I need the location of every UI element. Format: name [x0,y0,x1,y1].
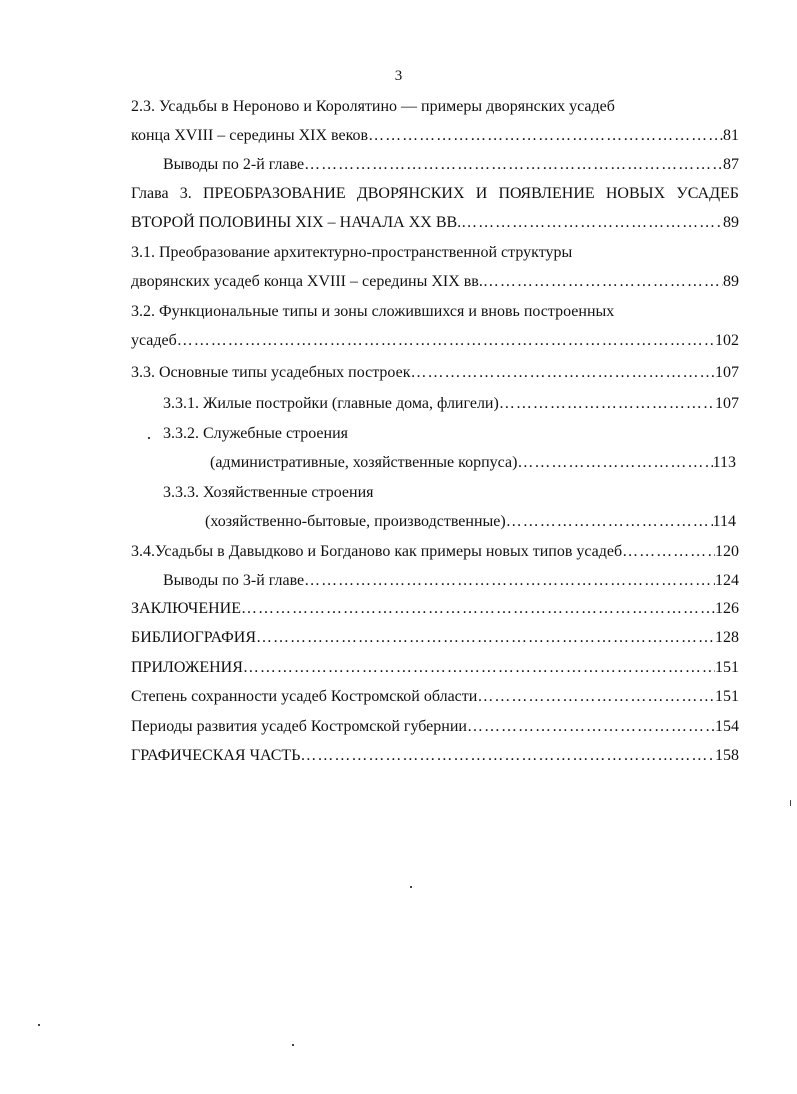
toc-leader-dots [304,154,723,176]
toc-page-number: 113 [712,454,736,471]
scan-speck [410,886,412,888]
toc-entry-text: Глава 3. ПРЕОБРАЗОВАНИЕ ДВОРЯНСКИХ И ПОЯВЛЕНИЕ НОВЫХ УСАДЕБ [131,185,739,202]
toc-page-number: 89 [723,273,739,290]
scan-speck [790,800,791,806]
toc-leader-dots [410,362,715,384]
toc-entry-development-periods[interactable] [131,716,739,738]
toc-entry-2-3-line1 [131,96,691,118]
toc-page-number: 158 [715,747,739,764]
toc-entry-3-3-2-line1 [163,423,563,445]
toc-entry-appendices[interactable] [131,657,739,679]
toc-entry-text: 3.3.1. Жилые постройки (главные дома, флигели) [163,395,499,412]
toc-leader-dots [499,393,715,415]
toc-entry-text: Выводы по 2-й главе [163,156,305,173]
toc-entry-text: 3.3.2. Служебные строения [163,425,349,442]
toc-leader-dots [368,125,723,147]
toc-entry-chapter-3-line2[interactable] [131,212,739,234]
toc-leader-dots [461,212,723,234]
toc-entry-text: Выводы по 3-й главе [163,572,305,589]
toc-entry-text: БИБЛИОГРАФИЯ [131,629,257,646]
toc-entry-text: 3.3. Основные типы усадебных построек [131,364,411,381]
toc-page-number: 126 [715,600,739,617]
toc-entry-3-3[interactable] [131,362,739,384]
toc-leader-dots [243,657,715,679]
scan-speck [148,437,150,439]
toc-entry-3-3-3-line1 [163,482,563,504]
toc-entry-3-3-2-line2[interactable] [210,452,736,474]
toc-page-number: 107 [715,395,739,412]
toc-page-number: 151 [715,659,739,676]
toc-entry-text: ПРИЛОЖЕНИЯ [131,659,243,676]
toc-entry-bibliography[interactable] [131,627,739,649]
toc-entry-text: Периоды развития усадеб Костромской губернии [131,718,467,735]
toc-entry-conclusions-ch2[interactable] [163,154,739,176]
scan-speck [38,1024,40,1026]
toc-entry-text: 3.1. Преобразование архитектурно-пространственной структуры [131,244,573,261]
toc-leader-dots [506,511,713,533]
toc-entry-3-3-1[interactable] [163,393,739,415]
toc-page-number: 151 [715,688,739,705]
toc-entry-text: усадеб [131,332,177,349]
toc-page-number: 89 [723,214,739,231]
toc-entry-text: конца XVIII – середины XIX веков [131,127,369,144]
toc-entry-2-3-line2[interactable] [131,125,739,147]
toc-entry-text: (хозяйственно-бытовые, производственные) [205,513,506,530]
toc-entry-text: ЗАКЛЮЧЕНИЕ [131,600,241,617]
toc-page-number: 154 [715,718,739,735]
toc-leader-dots [256,627,715,649]
toc-page-number: 102 [715,332,739,349]
toc-leader-dots [477,686,715,708]
toc-leader-dots [304,570,715,592]
toc-entry-3-2-line1 [131,301,691,323]
toc-page-number: 114 [712,513,736,530]
toc-entry-conclusion[interactable] [131,598,739,620]
page-number: 3 [394,68,403,84]
toc-entry-text: ВТОРОЙ ПОЛОВИНЫ XIX – НАЧАЛА XX ВВ. [131,214,462,231]
toc-entry-text: 2.3. Усадьбы в Нероново и Королятино — примеры дворянских усадеб [131,98,615,115]
toc-entry-text: 3.4.Усадьбы в Давыдково и Богданово как примеры новых типов усадеб [131,543,623,560]
toc-entry-text: дворянских усадеб конца XVIII – середины XIX вв. [131,273,483,290]
toc-leader-dots [300,745,715,767]
toc-entry-graphic-part[interactable] [131,745,739,767]
toc-page-number: 81 [723,127,739,144]
toc-page-number: 128 [715,629,739,646]
toc-leader-dots [177,330,715,352]
toc-entry-3-1-line1 [131,242,691,264]
toc-leader-dots [467,716,715,738]
toc-page-number: 124 [715,572,739,589]
toc-entry-text: (административные, хозяйственные корпуса) [210,454,518,471]
toc-entry-3-2-line2[interactable] [131,330,739,352]
toc-entry-text: ГРАФИЧЕСКАЯ ЧАСТЬ [131,747,301,764]
scan-speck [292,1044,294,1046]
toc-entry-text: 3.2. Функциональные типы и зоны сложившихся и вновь построенных [131,303,615,320]
toc-entry-chapter-3-line1 [131,183,739,205]
toc-entry-3-4[interactable] [131,541,739,563]
toc-entry-3-3-3-line2[interactable] [205,511,736,533]
toc-entry-text: 3.3.3. Хозяйственные строения [163,484,374,501]
toc-leader-dots [622,541,715,563]
toc-leader-dots [517,452,712,474]
toc-leader-dots [483,271,723,293]
toc-entry-text: Степень сохранности усадеб Костромской области [131,688,478,705]
toc-entry-3-1-line2[interactable] [131,271,739,293]
toc-entry-preservation-degree[interactable] [131,686,739,708]
toc-page-number: 107 [715,364,739,381]
toc-entry-conclusions-ch3[interactable] [163,570,739,592]
toc-page-number: 120 [715,543,739,560]
toc-leader-dots [241,598,715,620]
toc-page-number: 87 [723,156,739,173]
